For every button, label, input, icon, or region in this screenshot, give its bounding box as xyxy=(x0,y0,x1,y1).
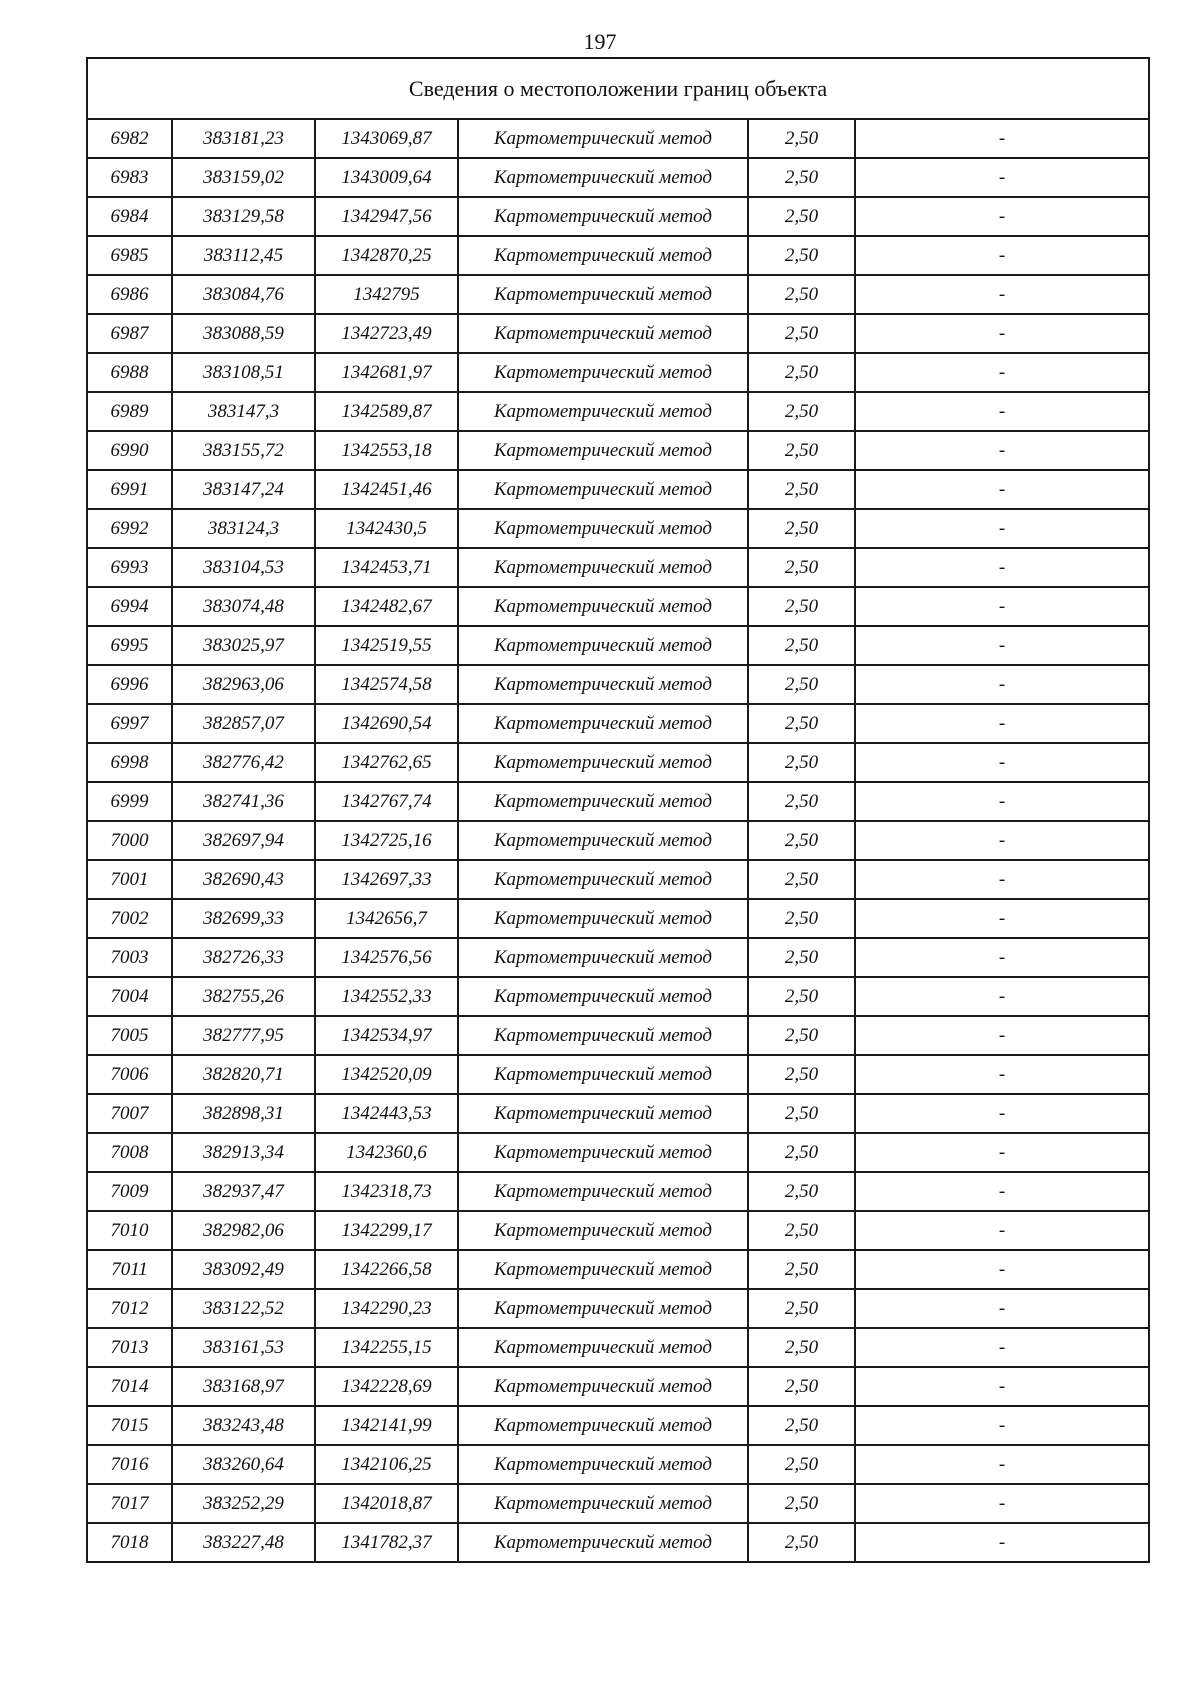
table-row xyxy=(87,470,1149,509)
y-coordinate-cell: 1342576,56 xyxy=(315,938,458,977)
method-cell: Картометрический метод xyxy=(458,548,748,587)
note-cell: - xyxy=(855,1172,1149,1211)
accuracy-cell: 2,50 xyxy=(748,392,855,431)
method-cell: Картометрический метод xyxy=(458,821,748,860)
point-number-cell: 6999 xyxy=(87,782,172,821)
method-cell: Картометрический метод xyxy=(458,860,748,899)
table-row xyxy=(87,587,1149,626)
accuracy-cell: 2,50 xyxy=(748,1406,855,1445)
table-row xyxy=(87,197,1149,236)
accuracy-cell: 2,50 xyxy=(748,197,855,236)
x-coordinate-cell: 382857,07 xyxy=(172,704,315,743)
accuracy-cell: 2,50 xyxy=(748,938,855,977)
table-row xyxy=(87,431,1149,470)
method-cell: Картометрический метод xyxy=(458,314,748,353)
point-number-cell: 7016 xyxy=(87,1445,172,1484)
table-row xyxy=(87,1172,1149,1211)
accuracy-cell: 2,50 xyxy=(748,470,855,509)
x-coordinate-cell: 382820,71 xyxy=(172,1055,315,1094)
y-coordinate-cell: 1342534,97 xyxy=(315,1016,458,1055)
x-coordinate-cell: 383161,53 xyxy=(172,1328,315,1367)
accuracy-cell: 2,50 xyxy=(748,275,855,314)
table-title: Сведения о местоположении границ объекта xyxy=(87,58,1149,119)
note-cell: - xyxy=(855,938,1149,977)
point-number-cell: 7003 xyxy=(87,938,172,977)
y-coordinate-cell: 1342443,53 xyxy=(315,1094,458,1133)
table-row xyxy=(87,1367,1149,1406)
point-number-cell: 6998 xyxy=(87,743,172,782)
table-row xyxy=(87,899,1149,938)
table-row xyxy=(87,704,1149,743)
point-number-cell: 7007 xyxy=(87,1094,172,1133)
accuracy-cell: 2,50 xyxy=(748,1289,855,1328)
y-coordinate-cell: 1342553,18 xyxy=(315,431,458,470)
note-cell: - xyxy=(855,1055,1149,1094)
y-coordinate-cell: 1343069,87 xyxy=(315,119,458,158)
accuracy-cell: 2,50 xyxy=(748,236,855,275)
point-number-cell: 6989 xyxy=(87,392,172,431)
x-coordinate-cell: 382726,33 xyxy=(172,938,315,977)
note-cell: - xyxy=(855,197,1149,236)
method-cell: Картометрический метод xyxy=(458,899,748,938)
x-coordinate-cell: 383129,58 xyxy=(172,197,315,236)
accuracy-cell: 2,50 xyxy=(748,1367,855,1406)
method-cell: Картометрический метод xyxy=(458,1445,748,1484)
note-cell: - xyxy=(855,587,1149,626)
y-coordinate-cell: 1342589,87 xyxy=(315,392,458,431)
note-cell: - xyxy=(855,899,1149,938)
note-cell: - xyxy=(855,1406,1149,1445)
y-coordinate-cell: 1342290,23 xyxy=(315,1289,458,1328)
y-coordinate-cell: 1342520,09 xyxy=(315,1055,458,1094)
method-cell: Картометрический метод xyxy=(458,1250,748,1289)
x-coordinate-cell: 383227,48 xyxy=(172,1523,315,1562)
accuracy-cell: 2,50 xyxy=(748,1250,855,1289)
x-coordinate-cell: 382982,06 xyxy=(172,1211,315,1250)
point-number-cell: 6990 xyxy=(87,431,172,470)
table-row xyxy=(87,1211,1149,1250)
method-cell: Картометрический метод xyxy=(458,236,748,275)
point-number-cell: 6993 xyxy=(87,548,172,587)
accuracy-cell: 2,50 xyxy=(748,626,855,665)
table-row xyxy=(87,977,1149,1016)
note-cell: - xyxy=(855,1367,1149,1406)
point-number-cell: 6986 xyxy=(87,275,172,314)
method-cell: Картометрический метод xyxy=(458,431,748,470)
method-cell: Картометрический метод xyxy=(458,1406,748,1445)
note-cell: - xyxy=(855,470,1149,509)
note-cell: - xyxy=(855,782,1149,821)
accuracy-cell: 2,50 xyxy=(748,353,855,392)
note-cell: - xyxy=(855,626,1149,665)
x-coordinate-cell: 382913,34 xyxy=(172,1133,315,1172)
x-coordinate-cell: 383147,3 xyxy=(172,392,315,431)
point-number-cell: 7014 xyxy=(87,1367,172,1406)
x-coordinate-cell: 383025,97 xyxy=(172,626,315,665)
accuracy-cell: 2,50 xyxy=(748,1484,855,1523)
table-row xyxy=(87,626,1149,665)
table-row xyxy=(87,743,1149,782)
accuracy-cell: 2,50 xyxy=(748,899,855,938)
point-number-cell: 6987 xyxy=(87,314,172,353)
point-number-cell: 7017 xyxy=(87,1484,172,1523)
table-row xyxy=(87,1250,1149,1289)
point-number-cell: 6988 xyxy=(87,353,172,392)
y-coordinate-cell: 1342681,97 xyxy=(315,353,458,392)
table-row xyxy=(87,158,1149,197)
x-coordinate-cell: 383122,52 xyxy=(172,1289,315,1328)
note-cell: - xyxy=(855,275,1149,314)
table-row xyxy=(87,1328,1149,1367)
x-coordinate-cell: 382776,42 xyxy=(172,743,315,782)
table-row xyxy=(87,236,1149,275)
accuracy-cell: 2,50 xyxy=(748,743,855,782)
table-row xyxy=(87,1289,1149,1328)
note-cell: - xyxy=(855,743,1149,782)
point-number-cell: 6991 xyxy=(87,470,172,509)
x-coordinate-cell: 383074,48 xyxy=(172,587,315,626)
accuracy-cell: 2,50 xyxy=(748,431,855,470)
accuracy-cell: 2,50 xyxy=(748,1016,855,1055)
note-cell: - xyxy=(855,431,1149,470)
method-cell: Картометрический метод xyxy=(458,275,748,314)
x-coordinate-cell: 383124,3 xyxy=(172,509,315,548)
x-coordinate-cell: 382898,31 xyxy=(172,1094,315,1133)
table-row xyxy=(87,548,1149,587)
boundary-coordinates-table xyxy=(86,57,1150,1563)
method-cell: Картометрический метод xyxy=(458,1211,748,1250)
y-coordinate-cell: 1341782,37 xyxy=(315,1523,458,1562)
note-cell: - xyxy=(855,704,1149,743)
y-coordinate-cell: 1342697,33 xyxy=(315,860,458,899)
method-cell: Картометрический метод xyxy=(458,665,748,704)
y-coordinate-cell: 1342947,56 xyxy=(315,197,458,236)
accuracy-cell: 2,50 xyxy=(748,821,855,860)
x-coordinate-cell: 382699,33 xyxy=(172,899,315,938)
x-coordinate-cell: 382937,47 xyxy=(172,1172,315,1211)
method-cell: Картометрический метод xyxy=(458,470,748,509)
x-coordinate-cell: 383155,72 xyxy=(172,431,315,470)
note-cell: - xyxy=(855,665,1149,704)
note-cell: - xyxy=(855,1250,1149,1289)
y-coordinate-cell: 1342106,25 xyxy=(315,1445,458,1484)
y-coordinate-cell: 1342519,55 xyxy=(315,626,458,665)
table-row xyxy=(87,119,1149,158)
accuracy-cell: 2,50 xyxy=(748,509,855,548)
table-row xyxy=(87,782,1149,821)
note-cell: - xyxy=(855,1133,1149,1172)
note-cell: - xyxy=(855,1445,1149,1484)
point-number-cell: 7000 xyxy=(87,821,172,860)
point-number-cell: 7008 xyxy=(87,1133,172,1172)
x-coordinate-cell: 383260,64 xyxy=(172,1445,315,1484)
y-coordinate-cell: 1342018,87 xyxy=(315,1484,458,1523)
note-cell: - xyxy=(855,1523,1149,1562)
table-row xyxy=(87,392,1149,431)
point-number-cell: 7002 xyxy=(87,899,172,938)
note-cell: - xyxy=(855,1211,1149,1250)
x-coordinate-cell: 382963,06 xyxy=(172,665,315,704)
method-cell: Картометрический метод xyxy=(458,509,748,548)
method-cell: Картометрический метод xyxy=(458,1289,748,1328)
method-cell: Картометрический метод xyxy=(458,197,748,236)
method-cell: Картометрический метод xyxy=(458,1094,748,1133)
x-coordinate-cell: 382697,94 xyxy=(172,821,315,860)
table-row xyxy=(87,821,1149,860)
point-number-cell: 6984 xyxy=(87,197,172,236)
y-coordinate-cell: 1342453,71 xyxy=(315,548,458,587)
accuracy-cell: 2,50 xyxy=(748,860,855,899)
y-coordinate-cell: 1343009,64 xyxy=(315,158,458,197)
note-cell: - xyxy=(855,977,1149,1016)
note-cell: - xyxy=(855,119,1149,158)
note-cell: - xyxy=(855,860,1149,899)
y-coordinate-cell: 1342255,15 xyxy=(315,1328,458,1367)
y-coordinate-cell: 1342482,67 xyxy=(315,587,458,626)
point-number-cell: 6985 xyxy=(87,236,172,275)
x-coordinate-cell: 383147,24 xyxy=(172,470,315,509)
x-coordinate-cell: 383092,49 xyxy=(172,1250,315,1289)
method-cell: Картометрический метод xyxy=(458,1172,748,1211)
point-number-cell: 6982 xyxy=(87,119,172,158)
point-number-cell: 6995 xyxy=(87,626,172,665)
x-coordinate-cell: 383084,76 xyxy=(172,275,315,314)
y-coordinate-cell: 1342723,49 xyxy=(315,314,458,353)
accuracy-cell: 2,50 xyxy=(748,119,855,158)
y-coordinate-cell: 1342656,7 xyxy=(315,899,458,938)
point-number-cell: 6992 xyxy=(87,509,172,548)
table-row xyxy=(87,1445,1149,1484)
table-row xyxy=(87,353,1149,392)
method-cell: Картометрический метод xyxy=(458,1133,748,1172)
accuracy-cell: 2,50 xyxy=(748,1523,855,1562)
note-cell: - xyxy=(855,236,1149,275)
method-cell: Картометрический метод xyxy=(458,1484,748,1523)
method-cell: Картометрический метод xyxy=(458,977,748,1016)
point-number-cell: 7006 xyxy=(87,1055,172,1094)
y-coordinate-cell: 1342266,58 xyxy=(315,1250,458,1289)
accuracy-cell: 2,50 xyxy=(748,587,855,626)
note-cell: - xyxy=(855,1016,1149,1055)
method-cell: Картометрический метод xyxy=(458,158,748,197)
note-cell: - xyxy=(855,353,1149,392)
y-coordinate-cell: 1342360,6 xyxy=(315,1133,458,1172)
accuracy-cell: 2,50 xyxy=(748,977,855,1016)
table-row xyxy=(87,1406,1149,1445)
table-row xyxy=(87,938,1149,977)
x-coordinate-cell: 382777,95 xyxy=(172,1016,315,1055)
accuracy-cell: 2,50 xyxy=(748,1055,855,1094)
method-cell: Картометрический метод xyxy=(458,1055,748,1094)
point-number-cell: 7015 xyxy=(87,1406,172,1445)
table-row xyxy=(87,275,1149,314)
y-coordinate-cell: 1342228,69 xyxy=(315,1367,458,1406)
y-coordinate-cell: 1342552,33 xyxy=(315,977,458,1016)
x-coordinate-cell: 382690,43 xyxy=(172,860,315,899)
y-coordinate-cell: 1342574,58 xyxy=(315,665,458,704)
point-number-cell: 6997 xyxy=(87,704,172,743)
method-cell: Картометрический метод xyxy=(458,743,748,782)
table-row xyxy=(87,1484,1149,1523)
method-cell: Картометрический метод xyxy=(458,1523,748,1562)
accuracy-cell: 2,50 xyxy=(748,158,855,197)
y-coordinate-cell: 1342141,99 xyxy=(315,1406,458,1445)
table-title-row xyxy=(87,58,1149,119)
note-cell: - xyxy=(855,1484,1149,1523)
accuracy-cell: 2,50 xyxy=(748,1094,855,1133)
method-cell: Картометрический метод xyxy=(458,626,748,665)
method-cell: Картометрический метод xyxy=(458,353,748,392)
accuracy-cell: 2,50 xyxy=(748,1172,855,1211)
point-number-cell: 6996 xyxy=(87,665,172,704)
table-row xyxy=(87,1016,1149,1055)
accuracy-cell: 2,50 xyxy=(748,314,855,353)
y-coordinate-cell: 1342299,17 xyxy=(315,1211,458,1250)
y-coordinate-cell: 1342870,25 xyxy=(315,236,458,275)
note-cell: - xyxy=(855,314,1149,353)
accuracy-cell: 2,50 xyxy=(748,1445,855,1484)
note-cell: - xyxy=(855,548,1149,587)
y-coordinate-cell: 1342690,54 xyxy=(315,704,458,743)
note-cell: - xyxy=(855,821,1149,860)
point-number-cell: 7001 xyxy=(87,860,172,899)
note-cell: - xyxy=(855,1094,1149,1133)
y-coordinate-cell: 1342795 xyxy=(315,275,458,314)
x-coordinate-cell: 383168,97 xyxy=(172,1367,315,1406)
table-row xyxy=(87,1133,1149,1172)
note-cell: - xyxy=(855,1328,1149,1367)
method-cell: Картометрический метод xyxy=(458,704,748,743)
y-coordinate-cell: 1342318,73 xyxy=(315,1172,458,1211)
method-cell: Картометрический метод xyxy=(458,119,748,158)
method-cell: Картометрический метод xyxy=(458,587,748,626)
x-coordinate-cell: 382741,36 xyxy=(172,782,315,821)
note-cell: - xyxy=(855,1289,1149,1328)
x-coordinate-cell: 383088,59 xyxy=(172,314,315,353)
method-cell: Картометрический метод xyxy=(458,938,748,977)
accuracy-cell: 2,50 xyxy=(748,665,855,704)
accuracy-cell: 2,50 xyxy=(748,1211,855,1250)
accuracy-cell: 2,50 xyxy=(748,1328,855,1367)
point-number-cell: 7012 xyxy=(87,1289,172,1328)
x-coordinate-cell: 383159,02 xyxy=(172,158,315,197)
y-coordinate-cell: 1342430,5 xyxy=(315,509,458,548)
method-cell: Картометрический метод xyxy=(458,1328,748,1367)
y-coordinate-cell: 1342762,65 xyxy=(315,743,458,782)
table-row xyxy=(87,509,1149,548)
x-coordinate-cell: 383104,53 xyxy=(172,548,315,587)
point-number-cell: 7013 xyxy=(87,1328,172,1367)
note-cell: - xyxy=(855,158,1149,197)
y-coordinate-cell: 1342767,74 xyxy=(315,782,458,821)
accuracy-cell: 2,50 xyxy=(748,782,855,821)
point-number-cell: 7004 xyxy=(87,977,172,1016)
note-cell: - xyxy=(855,509,1149,548)
x-coordinate-cell: 383112,45 xyxy=(172,236,315,275)
table-row xyxy=(87,860,1149,899)
table-row xyxy=(87,1523,1149,1562)
x-coordinate-cell: 382755,26 xyxy=(172,977,315,1016)
point-number-cell: 7005 xyxy=(87,1016,172,1055)
accuracy-cell: 2,50 xyxy=(748,548,855,587)
y-coordinate-cell: 1342725,16 xyxy=(315,821,458,860)
point-number-cell: 7010 xyxy=(87,1211,172,1250)
x-coordinate-cell: 383252,29 xyxy=(172,1484,315,1523)
method-cell: Картометрический метод xyxy=(458,782,748,821)
page-number: 197 xyxy=(583,29,617,54)
table-row xyxy=(87,1055,1149,1094)
note-cell: - xyxy=(855,392,1149,431)
y-coordinate-cell: 1342451,46 xyxy=(315,470,458,509)
point-number-cell: 7009 xyxy=(87,1172,172,1211)
x-coordinate-cell: 383243,48 xyxy=(172,1406,315,1445)
accuracy-cell: 2,50 xyxy=(748,1133,855,1172)
accuracy-cell: 2,50 xyxy=(748,704,855,743)
point-number-cell: 7011 xyxy=(87,1250,172,1289)
point-number-cell: 6994 xyxy=(87,587,172,626)
point-number-cell: 6983 xyxy=(87,158,172,197)
table-row xyxy=(87,665,1149,704)
point-number-cell: 7018 xyxy=(87,1523,172,1562)
method-cell: Картометрический метод xyxy=(458,392,748,431)
method-cell: Картометрический метод xyxy=(458,1016,748,1055)
x-coordinate-cell: 383108,51 xyxy=(172,353,315,392)
x-coordinate-cell: 383181,23 xyxy=(172,119,315,158)
table-row xyxy=(87,314,1149,353)
table-row xyxy=(87,1094,1149,1133)
method-cell: Картометрический метод xyxy=(458,1367,748,1406)
